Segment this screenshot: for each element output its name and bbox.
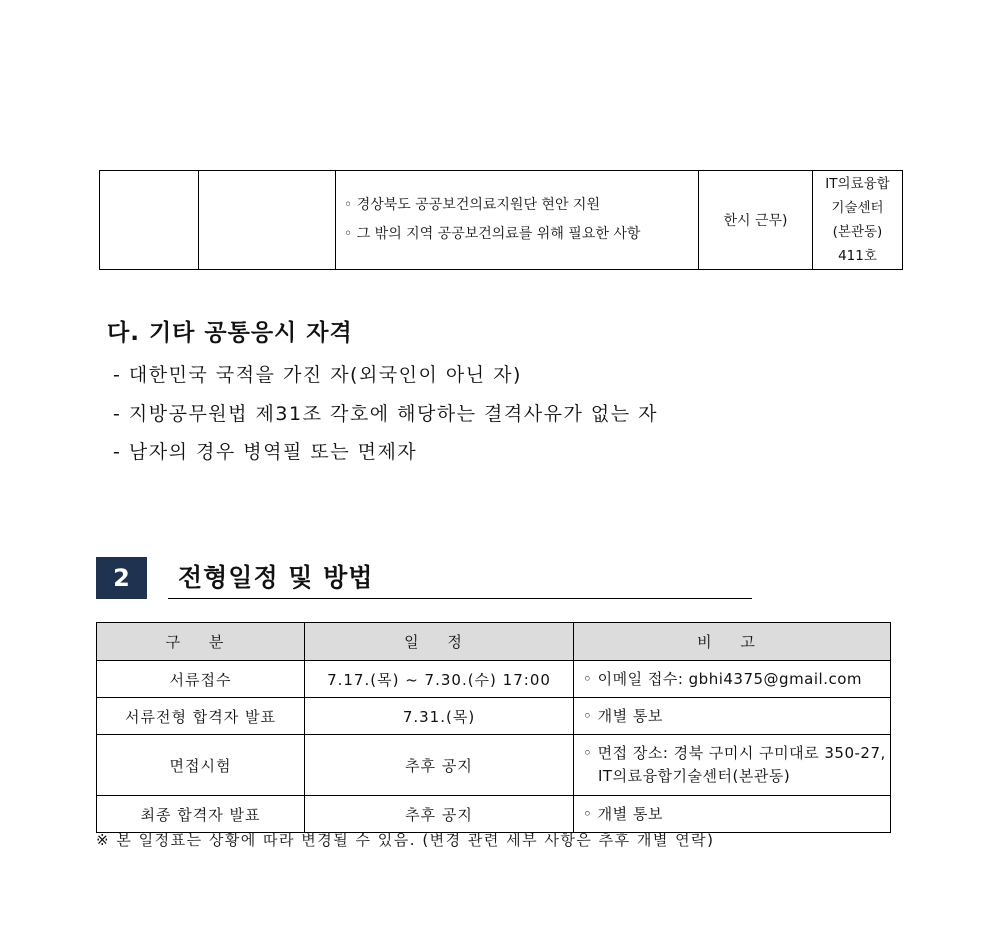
section-da-title: 다. 기타 공통응시 자격 bbox=[107, 320, 353, 346]
table-row bbox=[97, 735, 891, 796]
date-cell: 추후 공지 bbox=[305, 796, 574, 833]
location-line: (본관동) bbox=[832, 224, 883, 240]
header-date: 일 정 bbox=[305, 623, 574, 661]
location-line: 기술센터 bbox=[831, 200, 884, 216]
stage-cell: 최종 합격자 발표 bbox=[97, 796, 305, 833]
empty-cell-2 bbox=[199, 171, 336, 270]
date-cell: 7.31.(목) bbox=[305, 698, 574, 735]
table-row bbox=[97, 698, 891, 735]
table-row bbox=[97, 661, 891, 698]
table-row bbox=[97, 796, 891, 833]
qualification-list bbox=[113, 360, 658, 476]
header-note: 비 고 bbox=[574, 623, 891, 661]
location-cell bbox=[813, 171, 903, 270]
work-type-cell: 한시 근무) bbox=[699, 171, 813, 270]
qualification-item: - 대한민국 국적을 가진 자(외국인이 아닌 자) bbox=[113, 364, 522, 386]
note-cell bbox=[574, 735, 891, 796]
schedule-footnote: ※ 본 일정표는 상황에 따라 변경될 수 있음. (변경 관련 세부 사항은 추후 개별 연락) bbox=[96, 831, 715, 849]
qualification-item: - 남자의 경우 병역필 또는 면제자 bbox=[113, 441, 418, 463]
section-title-underline bbox=[168, 598, 752, 599]
duty-item: ◦ 경상북도 공공보건의료지원단 현안 지원 bbox=[344, 197, 600, 213]
duties-cell bbox=[336, 171, 699, 270]
section-number-badge: 2 bbox=[96, 557, 147, 599]
stage-cell: 면접시험 bbox=[97, 735, 305, 796]
note-cell: ◦ 개별 통보 bbox=[574, 698, 891, 735]
duty-item: ◦ 그 밖의 지역 공공보건의료를 위해 필요한 사항 bbox=[344, 226, 641, 242]
note-cell: ◦ 이메일 접수: gbhi4375@gmail.com bbox=[574, 661, 891, 698]
date-cell: 7.17.(목) ~ 7.30.(수) 17:00 bbox=[305, 661, 574, 698]
position-table-continuation bbox=[99, 170, 903, 270]
note-cell: ◦ 개별 통보 bbox=[574, 796, 891, 833]
header-stage: 구 분 bbox=[97, 623, 305, 661]
schedule-table bbox=[96, 622, 891, 833]
stage-cell: 서류접수 bbox=[97, 661, 305, 698]
section-2-title: 전형일정 및 방법 bbox=[178, 563, 374, 592]
qualification-item: - 지방공무원법 제31조 각호에 해당하는 결격사유가 없는 자 bbox=[113, 402, 658, 425]
note-line: ◦ 면접 장소: 경북 구미시 구미대로 350-27, bbox=[583, 744, 886, 762]
location-line: 411호 bbox=[838, 248, 877, 264]
stage-cell: 서류전형 합격자 발표 bbox=[97, 698, 305, 735]
date-cell: 추후 공지 bbox=[305, 735, 574, 796]
note-line: IT의료융합기술센터(본관동) bbox=[598, 767, 791, 785]
location-line: IT의료융합 bbox=[825, 176, 890, 192]
schedule-header-row bbox=[97, 623, 891, 661]
empty-cell-1 bbox=[100, 171, 199, 270]
